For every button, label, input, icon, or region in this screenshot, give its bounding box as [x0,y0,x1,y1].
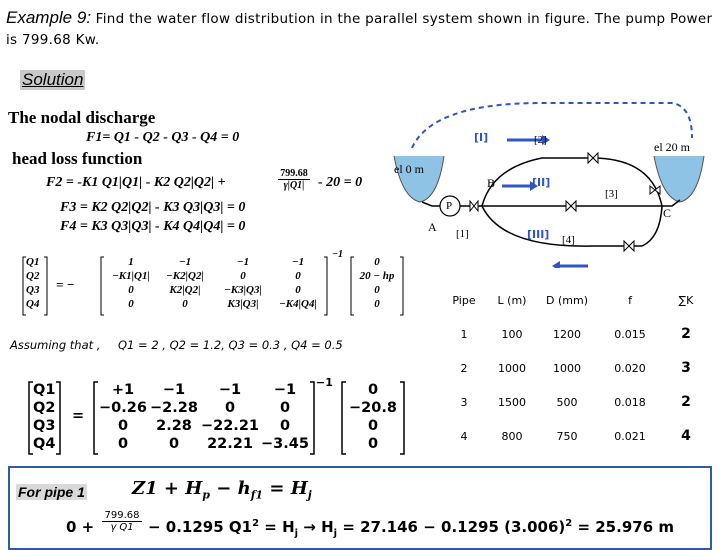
valve-icon [470,201,478,211]
matrix1-cell: K2|Q2| [169,284,201,296]
table-cell: 0.020 [614,361,646,375]
matrix2-cell: +1 [111,382,135,398]
line2-sub: j [333,528,338,539]
table-row [440,385,710,419]
node-c-label: C [663,206,672,220]
nodal-heading: The nodal discharge [8,108,156,127]
matrix1-rhs-cell: 20 − hp [359,270,395,282]
valve-icon [566,201,576,211]
matrix1-cell: −1 [178,256,192,268]
left-elevation-label: el 0 m [394,162,424,176]
line2-sup: 2 [565,518,573,529]
matrix2-lhs-q4: Q4 [33,436,56,452]
table-row [440,351,710,385]
eq1-sub: f1 [250,488,264,502]
matrix2-cell: 2.28 [156,418,192,434]
matrix1-inverse-exponent: −1 [332,249,344,260]
jacobian-matrix-equation [22,249,432,317]
table-cell: 2 [460,361,468,375]
equation-f4: F4 = K3 Q3|Q3| - K4 Q4|Q4| = 0 [60,219,246,234]
table-cell: 100 [501,327,523,341]
arrow-icon: → [298,518,322,536]
matrix2-cell: 0 [279,400,291,416]
pipe-2-line [482,158,662,206]
matrix2-rhs [346,381,400,453]
matrix1-lhs-q2: Q2 [26,270,40,282]
assumption-values: Q1 = 2 , Q2 = 1.2, Q3 = 0.3 , Q4 = 0.5 [118,338,343,352]
pipe1-energy-box [8,466,712,550]
matrix2-sign: = [72,408,85,424]
matrix1-cell: 0 [128,298,134,310]
line2-part: = 27.146 − 0.1295 (3.006) [337,518,566,536]
table-header-row [440,283,710,317]
matrix1-cell: −1 [291,256,305,268]
matrix1-cell: −K1|Q1| [112,270,150,282]
pipe-network-diagram [392,98,712,268]
pipe-2-label: [2] [534,134,547,146]
table-row [440,317,710,351]
matrix2-cell: 0 [279,418,291,434]
table-cell: 1200 [553,327,581,341]
matrix1-cell: 0 [295,270,301,282]
pipe-properties-table [440,283,710,453]
matrix1-row [106,255,324,269]
equation-f1: F1= Q1 - Q2 - Q3 - Q4 = 0 [86,130,240,145]
energy-loop-line [412,103,692,148]
table-cell: 800 [501,429,523,443]
matrix2-row [98,399,310,417]
matrix2-lhs-q2: Q2 [33,400,56,416]
line2-fraction [102,510,142,533]
matrix2-row [98,417,310,435]
equation-f2-fraction [278,168,310,191]
matrix1-row [106,297,324,311]
line2-part: = H [259,518,295,536]
table-header: D (mm) [546,293,588,307]
matrix1-cell: 0 [295,284,301,296]
numeric-matrix-equation [28,376,428,456]
eq1-part: = H [263,478,308,499]
matrix1-row [106,283,324,297]
matrix1-lhs-q4: Q4 [26,298,40,310]
example-number: Example 9: [6,8,92,27]
matrix2-cell: −2.28 [150,400,198,416]
matrix2-cell: 22.21 [207,436,253,452]
pipe1-energy-equation [132,478,312,502]
line2-start: 0 + [66,518,95,536]
matrix2-cell: −0.26 [99,400,147,416]
table-header: ∑K [678,293,694,307]
matrix2-row [98,381,310,399]
f2-fraction-numerator: 799.68 [278,168,310,180]
headloss-heading: head loss function [12,149,143,168]
table-cell: 1000 [498,361,526,375]
table-cell: 1000 [553,361,581,375]
table-cell: 4 [681,428,691,444]
line2-result: = 25.976 m [572,518,674,536]
f2-fraction-denominator: γ|Q1| [283,180,305,191]
matrix2-cell: −22.21 [200,418,259,434]
eq1-sub: j [307,488,312,502]
matrix1-sign: = − [56,277,75,292]
pipe-1-label: [1] [456,228,469,240]
matrix2-lhs [33,381,59,453]
table-cell: 2 [681,394,691,410]
matrix2-rhs-cell: 0 [367,436,379,452]
right-elevation-label: el 20 m [654,140,690,154]
node-b-label: B [487,176,496,190]
matrix2-rhs-cell: 0 [367,382,379,398]
table-cell: 0.015 [614,327,646,341]
matrix2-row [98,435,310,453]
matrix1-cell: 0 [128,284,134,296]
eq1-sub: p [202,488,210,502]
example-statement: Find the water flow distribution in the parallel system shown in figure. The pump Power is 799.68 Kw. [6,11,713,48]
equation-f2-left: F2 = -K1 Q1|Q1| - K2 Q2|Q2| + [46,175,226,190]
table-cell: 0.018 [614,395,646,409]
matrix2-cell: 0 [117,436,129,452]
matrix2-rhs-cell: 0 [367,418,379,434]
matrix1-lhs [26,255,46,311]
matrix2-cell: 0 [224,400,236,416]
matrix2-inverse-exponent: −1 [316,376,333,389]
matrix1-cell: −1 [236,256,250,268]
pipe1-solution-line [66,508,706,546]
table-row [440,419,710,453]
table-cell: 1500 [498,395,526,409]
matrix1-row [106,269,324,283]
table-cell: 3 [681,360,691,376]
assumption-label: Assuming that , [10,338,101,352]
table-cell: 3 [460,395,468,409]
example-title [6,8,716,50]
matrix1-rhs-cell: 0 [374,284,380,296]
matrix2-body [98,381,310,453]
matrix1-body [106,255,324,311]
eq1-part: Z1 + H [132,478,203,499]
line2-sup: 2 [252,518,260,529]
matrix1-cell: 1 [128,256,134,268]
matrix1-cell: −K3|Q3| [224,284,262,296]
matrix1-cell: K3|Q3| [227,298,259,310]
loop-label-2: [II] [532,176,551,189]
table-cell: 0.021 [614,429,646,443]
table-header: f [628,293,632,307]
equation-f2-right: - 20 = 0 [318,175,363,190]
loop-label-3: [III] [527,228,550,241]
pipe1-label: For pipe 1 [18,484,85,500]
matrix1-cell: 0 [182,298,188,310]
line2-part: − 0.1295 Q1 [148,518,253,536]
matrix1-rhs-cell: 0 [374,256,380,268]
node-a-label: A [428,220,437,234]
pump-label: P [446,200,453,212]
loop-label-1: [I] [474,131,489,144]
table-header: Pipe [452,293,476,307]
matrix2-cell: −1 [218,382,242,398]
solution-label: Solution [22,70,84,89]
matrix1-cell: −K4|Q4| [279,298,317,310]
line2-rest [148,518,674,539]
matrix1-rhs-cell: 0 [374,298,380,310]
line2-part: H [321,518,334,536]
matrix2-cell: 0 [117,418,129,434]
matrix1-cell: −K2|Q2| [166,270,204,282]
matrix1-lhs-q3: Q3 [26,284,40,296]
matrix2-rhs-cell: −20.8 [349,400,397,416]
line2-sub: j [294,528,299,539]
right-reservoir [654,156,704,202]
line2-fraction-numerator: 799.68 [102,510,142,522]
table-cell: 4 [460,429,468,443]
table-cell: 2 [681,326,691,342]
equation-f3: F3 = K2 Q2|Q2| - K3 Q3|Q3| = 0 [60,200,246,215]
pipe-4-label: [4] [562,234,575,246]
matrix2-cell: −1 [273,382,297,398]
table-header: L (m) [497,293,527,307]
matrix1-cell: 0 [240,270,246,282]
matrix1-lhs-q1: Q1 [26,256,40,268]
line2-fraction-denominator: γ Q1 [110,522,134,533]
table-cell: 1 [460,327,468,341]
valve-icon [588,153,598,163]
table-cell: 750 [556,429,578,443]
flow-arrow-head-icon [552,261,560,268]
eq1-part: − h [210,478,251,499]
matrix2-cell: −1 [162,382,186,398]
matrix2-lhs-q1: Q1 [33,382,56,398]
matrix2-lhs-q3: Q3 [33,418,56,434]
matrix2-cell: 0 [168,436,180,452]
pipe-3-label: [3] [605,188,618,200]
valve-icon [624,241,634,251]
table-cell: 500 [556,395,578,409]
matrix2-cell: −3.45 [261,436,309,452]
